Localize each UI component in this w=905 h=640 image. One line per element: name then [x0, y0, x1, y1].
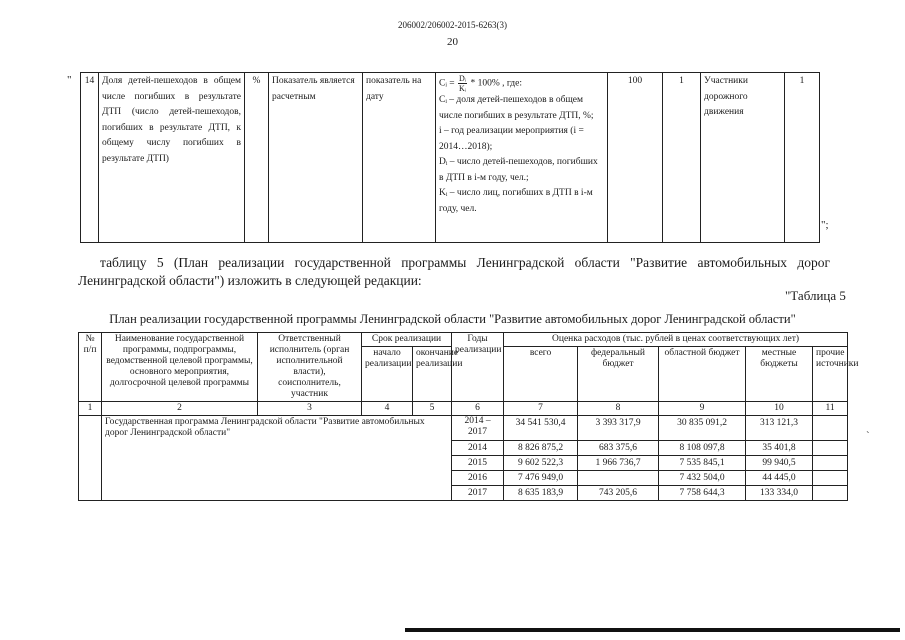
plan-federal: 1 966 736,7 — [578, 456, 659, 471]
col-number: 7 — [504, 402, 578, 416]
plan-year: 2016 — [452, 471, 504, 486]
program-name: Государственная программа Ленинградской области "Развитие автомобильных дорог Ленинградской области" — [102, 416, 452, 501]
indicator-value-2: 1 — [663, 73, 701, 243]
plan-local: 44 445,0 — [746, 471, 813, 486]
formula-note: Kᵢ – число лиц, погибших в ДТП в i-м году, чел. — [439, 188, 593, 214]
document-code: 206002/206002-2015-6263(3) — [398, 20, 507, 30]
header-start: начало реализации — [362, 347, 413, 402]
plan-local: 35 401,8 — [746, 441, 813, 456]
header-executor: Ответственный исполнитель (орган исполнительной власти), соисполнитель, участник — [258, 333, 362, 402]
plan-table — [78, 332, 859, 501]
header-num: № п/п — [79, 333, 102, 402]
plan-local: 133 334,0 — [746, 486, 813, 501]
indicator-number: 14 — [81, 73, 99, 243]
col-number: 6 — [452, 402, 504, 416]
formula-note: Cᵢ – доля детей-пешеходов в общем числе погибших в результате ДТП, %; — [439, 95, 594, 121]
plan-total: 9 602 522,3 — [504, 456, 578, 471]
page-number: 20 — [447, 36, 458, 48]
formula-fraction — [458, 74, 467, 93]
program-num-cell — [79, 416, 102, 501]
formula-note: Dᵢ – число детей-пешеходов, погибших в ДТП в i-м году, чел.; — [439, 157, 598, 183]
formula-numerator: Dᵢ — [459, 74, 467, 83]
formula-rhs: * 100% , где: — [470, 78, 522, 89]
col-number: 1 — [79, 402, 102, 416]
indicator-row — [81, 73, 820, 243]
scan-mark: ` — [866, 430, 870, 442]
indicator-unit: % — [245, 73, 269, 243]
indicator-value-3: 1 — [785, 73, 820, 243]
plan-regional: 7 432 504,0 — [659, 471, 746, 486]
col-number: 3 — [258, 402, 362, 416]
indicator-formula-cell — [436, 73, 608, 243]
plan-federal: 3 393 317,9 — [578, 416, 659, 441]
indicator-table — [80, 72, 820, 243]
bottom-scan-line — [405, 628, 900, 632]
plan-other — [813, 471, 848, 486]
plan-total: 7 476 949,0 — [504, 471, 578, 486]
col-number: 4 — [362, 402, 413, 416]
header-end: окончание реализации — [413, 347, 452, 402]
plan-federal: 683 375,6 — [578, 441, 659, 456]
opening-quote: " — [67, 74, 72, 86]
plan-row — [79, 416, 848, 441]
header-other: прочие источники — [813, 347, 848, 402]
formula — [439, 74, 604, 93]
plan-regional: 7 535 845,1 — [659, 456, 746, 471]
plan-year: 2015 — [452, 456, 504, 471]
header-local: местные бюджеты — [746, 347, 813, 402]
plan-local: 99 940,5 — [746, 456, 813, 471]
table-label: "Таблица 5 — [785, 288, 846, 303]
plan-regional: 8 108 097,8 — [659, 441, 746, 456]
plan-other — [813, 486, 848, 501]
header-period: Срок реализации — [362, 333, 452, 347]
header-federal: федеральный бюджет — [578, 347, 659, 402]
col-number: 8 — [578, 402, 659, 416]
plan-total: 8 635 183,9 — [504, 486, 578, 501]
plan-total: 8 826 875,2 — [504, 441, 578, 456]
plan-local: 313 121,3 — [746, 416, 813, 441]
plan-federal: 743 205,6 — [578, 486, 659, 501]
formula-denominator: Kᵢ — [459, 84, 467, 93]
plan-other — [813, 416, 848, 441]
plan-regional: 7 758 644,3 — [659, 486, 746, 501]
amendment-paragraph: таблицу 5 (План реализации государственной программы Ленинградской области "Развитие автомобильных дорог Ленинградской области") изложить в следующей редакции: — [78, 255, 830, 288]
plan-total: 34 541 530,4 — [504, 416, 578, 441]
plan-other — [813, 456, 848, 471]
indicator-kind: показатель на дату — [363, 73, 436, 243]
indicator-type: Показатель является расчетным — [269, 73, 363, 243]
plan-regional: 30 835 091,2 — [659, 416, 746, 441]
header-years: Годы реализации — [452, 333, 504, 402]
closing-quote: "; — [821, 219, 829, 231]
header-costs: Оценка расходов (тыс. рублей в ценах соответствующих лет) — [504, 333, 848, 347]
column-number-row — [79, 402, 848, 416]
plan-year: 2014 — [452, 441, 504, 456]
plan-federal — [578, 471, 659, 486]
col-number: 2 — [102, 402, 258, 416]
indicator-name: Доля детей-пешеходов в общем числе погибших в результате ДТП (число детей-пешеходов, погибших в результате ДТП, к общему числу погибших в результате ДТП) — [99, 73, 245, 243]
header-regional: областной бюджет — [659, 347, 746, 402]
plan-year: 2017 — [452, 486, 504, 501]
formula-lhs: Cᵢ = — [439, 78, 455, 89]
col-number: 10 — [746, 402, 813, 416]
col-number: 5 — [413, 402, 452, 416]
plan-other — [813, 441, 848, 456]
indicator-participants: Участники дорожного движения — [701, 73, 785, 243]
col-number: 9 — [659, 402, 746, 416]
header-total: всего — [504, 347, 578, 402]
col-number: 11 — [813, 402, 848, 416]
plan-table-title: План реализации государственной программы Ленинградской области "Развитие автомобильных дорог Ленинградской области" — [109, 312, 796, 326]
indicator-value-1: 100 — [608, 73, 663, 243]
plan-header-row — [79, 333, 848, 347]
plan-year: 2014 – 2017 — [452, 416, 504, 441]
formula-note: i – год реализации мероприятия (i = 2014…2018); — [439, 126, 584, 152]
header-name: Наименование государственной программы, подпрограммы, ведомственной целевой программы, основного мероприятия, долгосрочной целевой программы — [102, 333, 258, 402]
